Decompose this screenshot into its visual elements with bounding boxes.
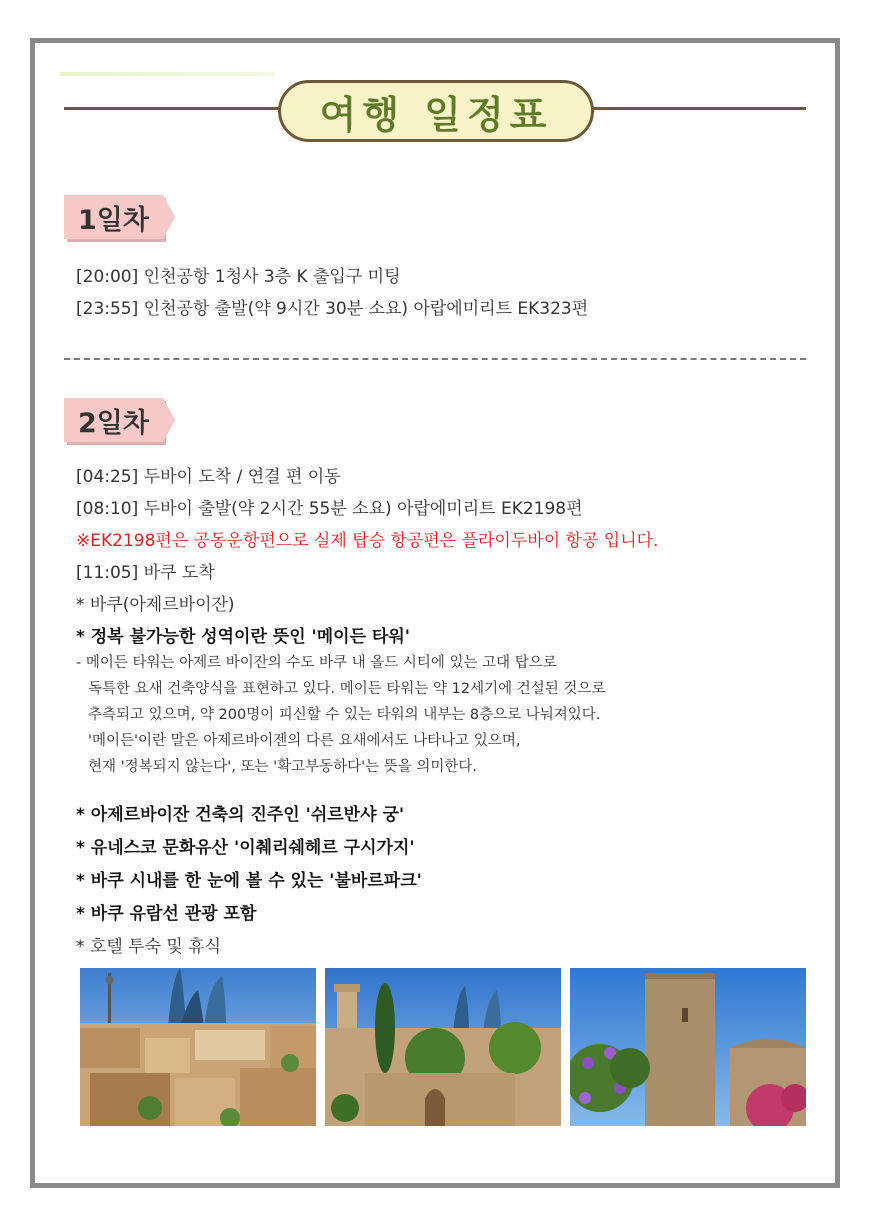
day-2-highlight-boulevard: * 바쿠 시내를 한 눈에 볼 수 있는 '불바르파크' [76,871,422,891]
description-line-1: - 메이든 타워는 아제르 바이잔의 수도 바쿠 내 올드 시티에 있는 고대 탑으로 [76,655,557,671]
day-1-label: 1일차 [78,204,149,236]
day-1-tag [64,195,163,239]
day-2-label: 2일차 [78,407,149,439]
day-2-tag [64,398,163,442]
day-1-line-2: [23:55] 인천공항 출발(약 9시간 30분 소요) 아랍에미리트 EK323편 [76,299,589,319]
day-2-line-1: [04:25] 두바이 도착 / 연결 편 이동 [76,467,341,487]
section-divider [64,358,806,360]
description-line-5: 현재 '정복되지 않는다', 또는 '확고부동하다'는 뜻을 의미한다. [88,759,477,775]
day-1-line-1: [20:00] 인천공항 1청사 3층 K 출입구 미팅 [76,267,401,287]
day-2-line-2: [08:10] 두바이 출발(약 2시간 55분 소요) 아랍에미리트 EK2198편 [76,499,583,519]
description-line-2: 독특한 요새 건축양식을 표현하고 있다. 메이든 타워는 약 12세기에 건설된 것으로 [88,681,606,697]
title-banner [278,80,594,142]
photo-strip [80,968,807,1126]
day-2-highlight-icherisheher: * 유네스코 문화유산 '이췌리쉐헤르 구시가지' [76,838,415,858]
baku-city-skyline-photo [80,968,316,1126]
day-2-line-3: [11:05] 바쿠 도착 [76,563,215,583]
day-2-line-4: * 바쿠(아제르바이잔) [76,595,235,615]
day-2-notice: ※EK2198편은 공동운항편으로 실제 탑승 항공편은 플라이두바이 항공 입니다. [76,531,659,551]
shirvanshah-palace-photo [325,968,561,1126]
day-2-hotel: * 호텔 투숙 및 휴식 [76,937,222,957]
decorative-line [60,72,275,76]
description-line-3: 추측되고 있으며, 약 200명이 피신할 수 있는 타워의 내부는 8층으로 나눠져있다. [88,707,601,723]
page-title: 여행 일정표 [319,92,553,137]
day-2-highlight-maiden-tower: * 정복 불가능한 성역이란 뜻인 '메이든 타워' [76,627,410,647]
description-line-4: '메이든'이란 말은 아제르바이젠의 다른 요새에서도 나타나고 있으며, [88,733,521,749]
day-2-highlight-shirvanshah: * 아제르바이잔 건축의 진주인 '쉬르반샤 궁' [76,805,405,825]
maiden-tower-photo [570,968,806,1126]
day-2-highlight-cruise: * 바쿠 유람선 관광 포함 [76,904,257,924]
